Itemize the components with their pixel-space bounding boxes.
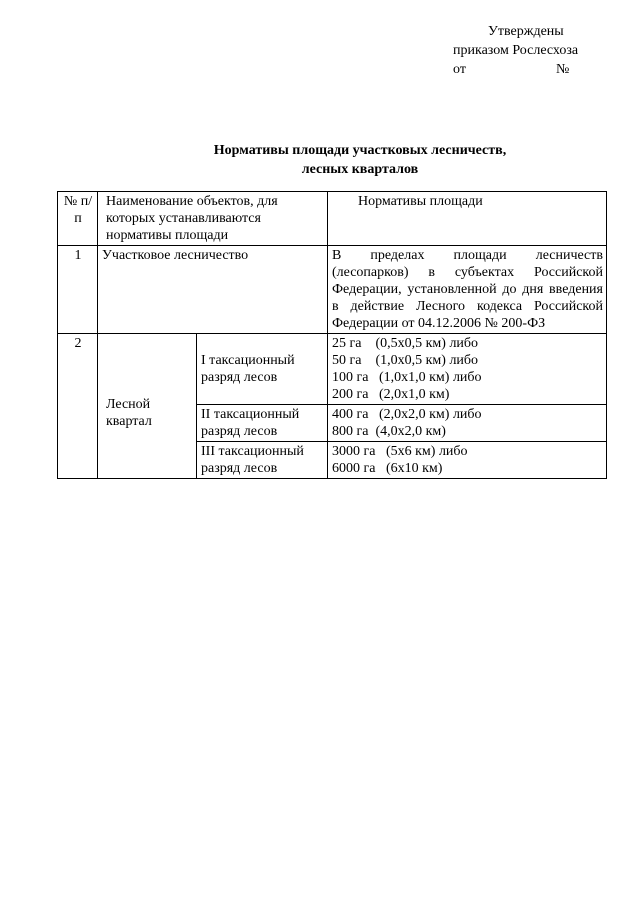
table-header-row xyxy=(58,192,607,246)
row2-name: Лесной квартал xyxy=(98,334,197,479)
row2-areas-2 xyxy=(328,405,607,442)
approval-line-1: Утверждены xyxy=(488,24,564,39)
table-row xyxy=(58,246,607,334)
approval-number-label: № xyxy=(555,62,570,77)
area-line: 200 га (2,0х1,0 км) xyxy=(332,387,450,402)
title-line-2: лесных кварталов xyxy=(301,162,419,177)
area-line: 100 га (1,0х1,0 км) либо xyxy=(332,370,482,385)
row2-category-3: III таксационный разряд лесов xyxy=(197,442,328,479)
row2-areas-1 xyxy=(328,334,607,405)
row2-num: 2 xyxy=(58,334,98,479)
row2-areas-3 xyxy=(328,442,607,479)
row1-num: 1 xyxy=(58,246,98,334)
title-line-1: Нормативы площади участковых лесничеств, xyxy=(213,143,507,158)
header-norm: Нормативы площади xyxy=(328,192,607,246)
area-line: 25 га (0,5х0,5 км) либо xyxy=(332,336,479,351)
table-row xyxy=(58,334,607,405)
area-line: 400 га (2,0х2,0 км) либо xyxy=(332,407,482,422)
approval-line-2: приказом Рослесхоза xyxy=(453,43,579,58)
approval-from-label: от xyxy=(453,62,466,77)
row1-name: Участковое лесничество xyxy=(98,246,328,334)
approval-block xyxy=(453,22,578,79)
document-title xyxy=(0,141,640,179)
header-name: Наименование объектов, для которых устанавливаются нормативы площади xyxy=(98,192,328,246)
row1-norm: В пределах площади лесничеств (лесопарков) в субъектах Российской Федерации, установленной до дня введения в действие Лесного кодекса Российской Федерации от 04.12.2006 № 200-ФЗ xyxy=(328,246,607,334)
row2-category-1: I таксационный разряд лесов xyxy=(197,334,328,405)
area-line: 800 га (4,0х2,0 км) xyxy=(332,424,446,439)
approval-line-3 xyxy=(453,60,578,79)
area-line: 6000 га (6х10 км) xyxy=(332,461,443,476)
row2-category-2: II таксационный разряд лесов xyxy=(197,405,328,442)
area-line: 3000 га (5х6 км) либо xyxy=(332,444,468,459)
area-line: 50 га (1,0х0,5 км) либо xyxy=(332,353,479,368)
header-num: № п/п xyxy=(58,192,98,246)
norms-table xyxy=(57,191,607,479)
